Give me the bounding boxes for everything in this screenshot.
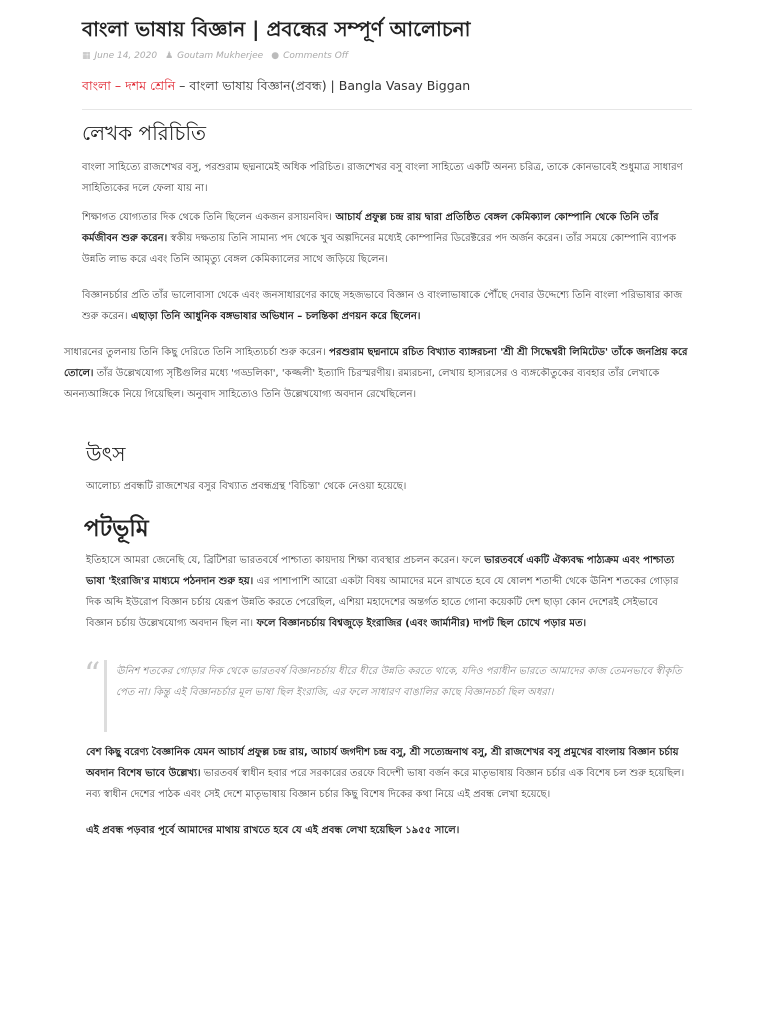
quote-text: ঊনিশ শতকের গোড়ার দিক থেকে ভারতবর্ষ বিজ্ঞানচর্চায় ধীরে ধীরে উন্নতি করতে থাকে, যদিও পরাধীন ভারতে আমাদের কাজ তেমনভাবে স্বীকৃতি পেত না। কিন্তু এই বিজ্ঞানচর্চার মূল ভাষা ছিল ইংরাজি, এর ফলে সাধারণ বাঙালির কাছে বিজ্ঞানচর্চা ছিল অধরা।: [116, 666, 682, 698]
paragraph: [86, 742, 686, 805]
text-run: তাঁর উল্লেখযোগ্য সৃষ্টিগুলির মধ্যে 'গড্ডলিকা', 'কজ্জলী' ইত্যাদি চিরস্মরণীয়। রম্যরচনা, লেখায় হাস্যরসের ও ব্যঙ্গকৌতুকের ব্যবহার তাঁর লেখাকে অনন্যআঙ্গিকে নিয়ে গিয়েছিল। অনুবাদ সাহিত্যেও তিনি উল্লেখযোগ্য অবদান রেখেছিলেন।: [64, 368, 660, 400]
quote-icon: “: [84, 655, 101, 693]
post-date: June 14, 2020: [94, 51, 158, 61]
article-title: বাংলা ভাষায় বিজ্ঞান | প্রবন্ধের সম্পূর্ণ আলোচনা: [82, 17, 471, 41]
paragraph: আলোচ্য প্রবন্ধটি রাজশেখর বসুর বিখ্যাত প্রবন্ধগ্রন্থ 'বিচিন্তা' থেকে নেওয়া হয়েছে।: [86, 481, 407, 492]
blockquote: [82, 655, 688, 732]
comment-icon: ●: [271, 51, 280, 61]
text-run: স্বকীয় দক্ষতায় তিনি সামান্য পদ থেকে খুব অল্পদিনের মধ্যেই কোম্পানির ডিরেক্টরের পদ অর্জন করেন। তাঁর সময়ে কোম্পানি ব্যাপক উন্নতি লাভ করে এবং তিনি আমৃত্যু বেঙ্গল কেমিক্যালের সাথে জড়িয়ে ছিলেন।: [82, 233, 676, 265]
text-run: ইতিহাসে আমরা জেনেছি যে, ব্রিটিশরা ভারতবর্ষে পাশ্চাত্য কায়দায় শিক্ষা ব্যবস্থার প্রচলন করেন। ফলে: [86, 555, 481, 566]
text-run: ভারতবর্ষ স্বাধীন হবার পরে সরকারের তরফে বিদেশী ভাষা বর্জন করে মাতৃভাষায় বিজ্ঞান চর্চার এক বিশেষ চল শুরু হয়েছিল। নব্য স্বাধীন দেশের পাঠক এবং সেই দেশে মাতৃভাষায় বিজ্ঞান চর্চার কিছু বিশেষ দিকের কথা নিয়ে এই প্রবন্ধ লেখা হয়েছে।: [86, 768, 685, 800]
divider: [82, 109, 692, 110]
bold-text: এছাড়া তিনি আধুনিক বঙ্গভাষার অভিধান – চলন্তিকা প্রণয়ন করে ছিলেন।: [127, 311, 421, 322]
breadcrumb-subject[interactable]: বাংলা: [82, 78, 111, 93]
calendar-icon: ▦: [82, 51, 91, 61]
section-heading-background: পটভূমি: [84, 516, 149, 542]
breadcrumb-class[interactable]: দশম শ্রেনি: [125, 78, 176, 93]
paragraph: [82, 207, 694, 270]
bold-text: ভারতবর্ষে একটি ঐক্যবদ্ধ পাঠ্যক্রম এবং পাশ্চাত্য ভাষা 'ইংরাজি'র মাধ্যমে পঠনদান শুরু হয়।: [86, 555, 675, 587]
paragraph: [82, 285, 694, 327]
paragraph: [86, 820, 686, 841]
breadcrumb-separator: –: [110, 78, 126, 93]
paragraph: [86, 550, 686, 634]
quote-bar: [104, 660, 107, 732]
bold-text: ফলে বিজ্ঞানচর্চায় বিশ্বজুড়ে ইংরাজির (এবং জার্মানীর) দাপট ছিল চোখে পড়ার মত।: [253, 618, 587, 629]
bold-text: পরশুরাম ছদ্মনামে রচিত বিখ্যাত ব্যাঙ্গরচনা 'শ্রী শ্রী সিদ্ধেশ্বরী লিমিটেড' তাঁকে জনপ্রিয় করে তোলে।: [64, 347, 688, 379]
bold-text: এই প্রবন্ধ পড়বার পূর্বে আমাদের মাথায় রাখতে হবে যে এই প্রবন্ধ লেখা হয়েছিল ১৯৫৫ সালে।: [86, 825, 460, 836]
text-run: সাধারনের তুলনায় তিনি কিছু দেরিতে তিনি সাহিত্যচর্চা শুরু করেন।: [64, 347, 326, 358]
section-heading-writer: লেখক পরিচিতি: [82, 121, 207, 145]
paragraph: [64, 342, 696, 405]
text-run: এর পাশাপাশি আরো একটা বিষয় আমাদের মনে রাখতে হবে যে ষোলশ শতাব্দী থেকে ঊনিশ শতকের গোড়ার দিক অব্দি ইউরোপ বিজ্ঞান চর্চায় যেরূপ উন্নতি করতে পেরেছিল, এশিয়া মহাদেশের অন্তর্গত হাতে গোনা কয়েকটি দেশ ছাড়া কোন দেশেরই সেইভাবে বিজ্ঞান চর্চায় উল্লেখযোগ্য অবদান ছিল না।: [86, 576, 679, 629]
post-author[interactable]: Goutam Mukherjee: [177, 51, 264, 61]
user-icon: ♟: [165, 51, 174, 61]
paragraph: বাংলা সাহিত্যে রাজশেখর বসু, পরশুরাম ছদ্মনামেই অধিক পরিচিত। রাজশেখর বসু বাংলা সাহিত্যে একটি অনন্য চরিত্র, তাকে কোনভাবেই শুধুমাত্র সাধারণ সাহিত্যিকের দলে ফেলা যায় না।: [82, 162, 683, 194]
breadcrumb-separator: –: [175, 78, 190, 93]
post-comments: Comments Off: [283, 51, 349, 61]
bold-text: আচার্য প্রফুল্ল চন্দ্র রায় দ্বারা প্রতিষ্ঠিত বেঙ্গল কেমিক্যাল কোম্পানি থেকে তিনি তাঁর কর্মজীবন শুরু করেন।: [82, 212, 659, 244]
post-meta: [82, 51, 348, 61]
text-run: বিজ্ঞানচর্চার প্রতি তাঁর ভালোবাসা থেকে এবং জনসাধারণের কাছে সহজভাবে বিজ্ঞান ও বাংলাভাষাকে পৌঁছে দেবার উদ্দেশ্যে তিনি বাংলা পরিভাষার কাজ শুরু করেন।: [82, 290, 683, 322]
breadcrumb-current: বাংলা ভাষায় বিজ্ঞান(প্রবন্ধ) | Bangla Vasay Biggan: [189, 78, 471, 93]
text-run: শিক্ষাগত যোগ্যতার দিক থেকে তিনি ছিলেন একজন রসায়নবিদ।: [82, 212, 333, 223]
breadcrumb: [82, 78, 470, 98]
section-heading-source: উৎস: [86, 442, 126, 466]
bold-text: বেশ কিছু বরেণ্য বৈজ্ঞানিক যেমন আচার্য প্রফুল্ল চন্দ্র রায়, আচার্য জগদীশ চন্দ্র বসু, শ্রী সত্যেন্দ্রনাথ বসু, শ্রী রাজশেখর বসু প্রমুখের বাংলায় বিজ্ঞান চর্চায় অবদান বিশেষ ভাবে উল্লেখ্য।: [86, 747, 679, 779]
